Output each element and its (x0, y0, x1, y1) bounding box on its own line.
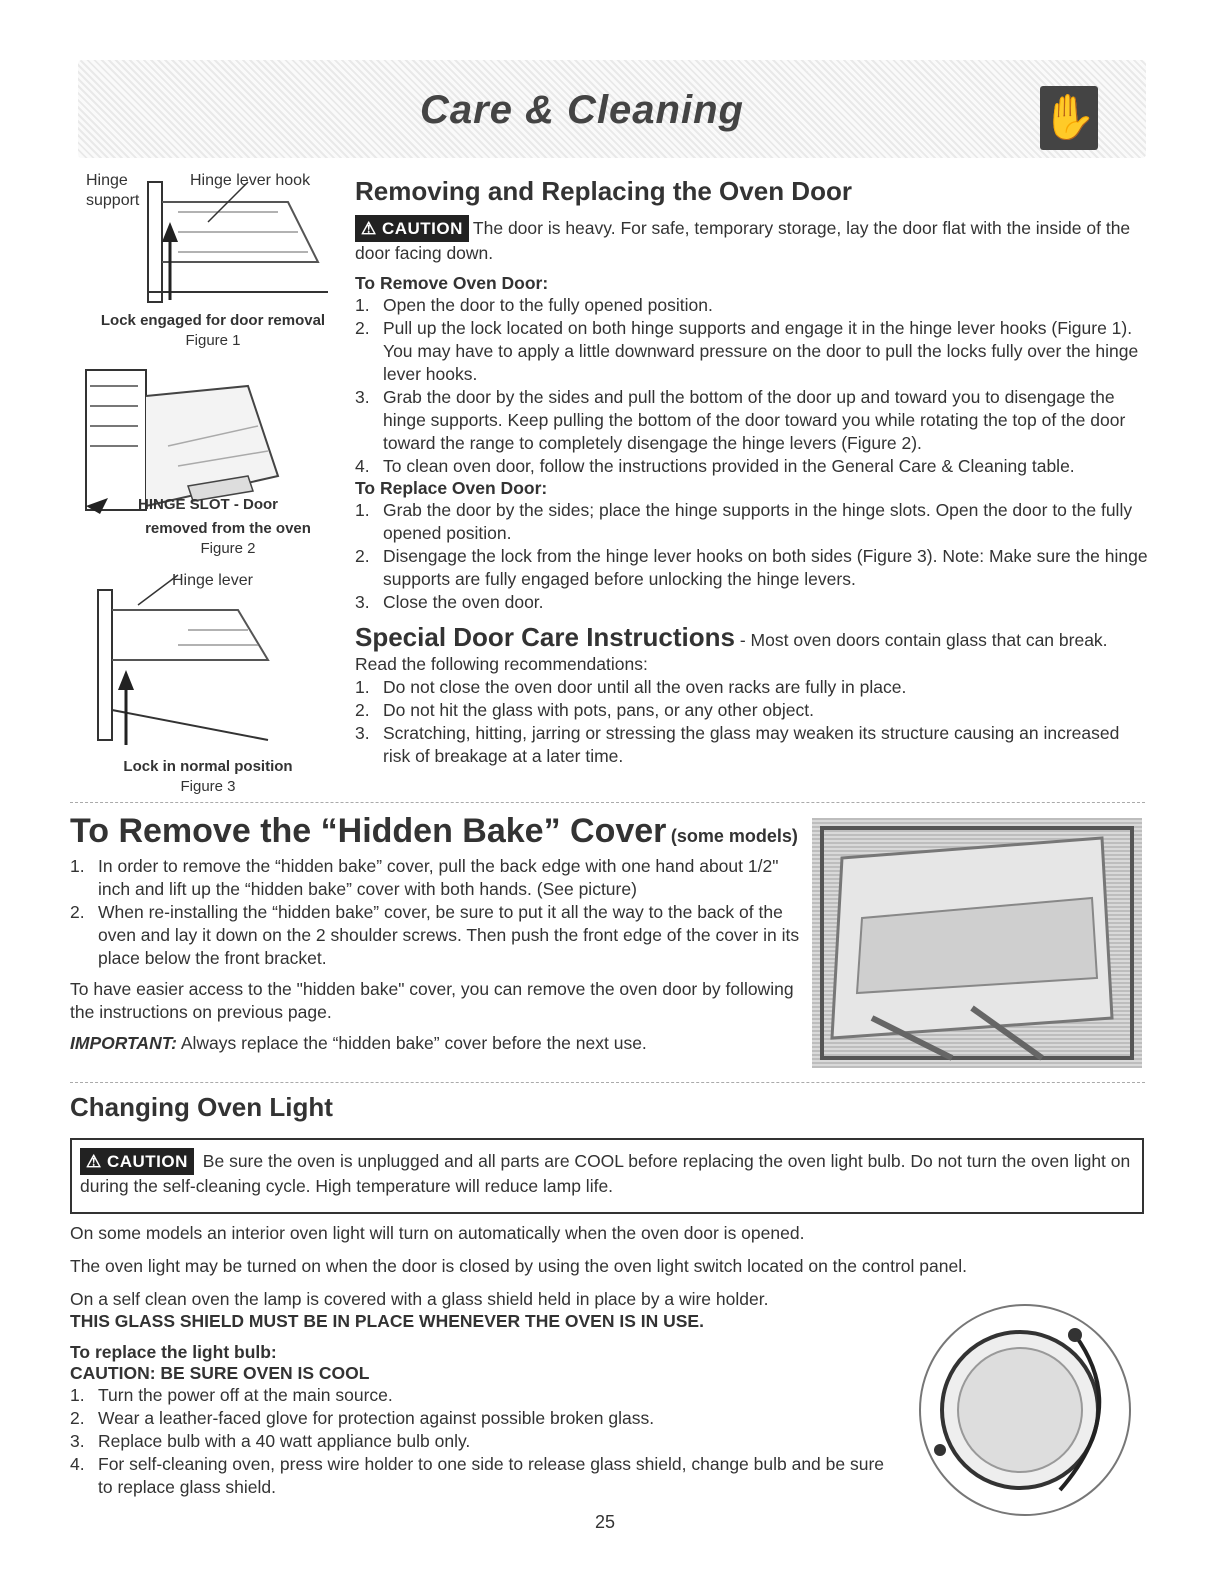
special-care-intro: Read the following recommendations: (355, 654, 648, 674)
list-item: 2. When re-installing the “hidden bake” cover, be sure to put it all the way to the back of the oven and lay it down on the 2 shoulder screws. Then push the front edge of the cover in its place below the front bracket. (70, 902, 800, 968)
list-item: 1. Do not close the oven door until all the oven racks are fully in place. (355, 677, 907, 697)
list-item: 1. Grab the door by the sides; place the hinge supports in the hinge slots. Open the door to the fully opened position. (355, 500, 1133, 543)
list-item: 2. Do not hit the glass with pots, pans, or any other object. (355, 700, 814, 720)
oven-interior-illustration (812, 818, 1142, 1068)
special-care-lead: - Most oven doors contain glass that can break. (734, 630, 1108, 650)
oven-light-caution-text: Be sure the oven is unplugged and all parts are COOL before replacing the oven light bulb. Do not turn the oven light on during the self-cleaning cycle. High temperature will reduce lamp life. (80, 1151, 1131, 1196)
list-item: 3. Close the oven door. (355, 592, 544, 612)
remove-door-heading: To Remove Oven Door: (355, 273, 549, 293)
list-item: 1. Open the door to the fully opened position. (355, 295, 713, 315)
fig1-label-lever: Hinge lever hook (190, 172, 311, 189)
glass-shield-illustration (915, 1290, 1145, 1530)
hidden-bake-photo (812, 818, 1142, 1068)
oven-light-caution-box (70, 1138, 1144, 1214)
fig2-name: Figure 2 (200, 540, 256, 557)
hidden-bake-section (70, 812, 810, 1055)
fig3-name: Figure 3 (180, 778, 236, 795)
page-number: 25 (595, 1512, 616, 1532)
replace-bulb-caution: CAUTION: BE SURE OVEN IS COOL (70, 1363, 370, 1383)
removing-door-section (355, 176, 1150, 768)
replace-bulb-heading: To replace the light bulb: (70, 1342, 277, 1362)
caution-badge: ⚠ CAUTION (355, 215, 469, 242)
oven-light-p3-bold: THIS GLASS SHIELD MUST BE IN PLACE WHENEVER THE OVEN IS IN USE. (70, 1311, 704, 1331)
section-title-hidden-bake: To Remove the “Hidden Bake” Cover (70, 812, 667, 850)
page-title: Care & Cleaning (420, 88, 744, 132)
fig1-label-hinge: Hinge (86, 172, 128, 189)
list-item: 1. In order to remove the “hidden bake” cover, pull the back edge with one hand about 1/2" inch and lift up the “hidden bake” cover with both hands. (See picture) (70, 856, 779, 899)
list-item: 2. Pull up the lock located on both hinge supports and engage it in the hinge lever hooks (Figure 1). You may have to apply a little downward pressure on the door to pull the locks fully over the hinge lever hooks. (355, 318, 1139, 384)
hinge-normal-illustration (78, 570, 348, 750)
glove-cleaning-icon: ✋ (1040, 86, 1098, 150)
oven-light-p1: On some models an interior oven light will turn on automatically when the oven door is opened. (70, 1223, 805, 1243)
replace-bulb-steps (70, 1384, 890, 1499)
list-item: 3. Replace bulb with a 40 watt appliance bulb only. (70, 1431, 471, 1451)
section-title-removing-door: Removing and Replacing the Oven Door (355, 176, 852, 206)
caution-badge: ⚠ CAUTION (80, 1148, 194, 1175)
light-shield-icon (915, 1290, 1145, 1530)
list-item: 4. To clean oven door, follow the instructions provided in the General Care & Cleaning table. (355, 456, 1075, 476)
hidden-bake-steps (70, 855, 810, 970)
list-item: 2. Disengage the lock from the hinge lever hooks on both sides (Figure 3). Note: Make sure the hinge supports are fully engaged before unlocking the hinge levers. (355, 546, 1148, 589)
door-caution-text: The door is heavy. For safe, temporary storage, lay the door flat with the inside of the door facing down. (355, 218, 1131, 263)
fig2-label-slot: HINGE SLOT - Door (138, 496, 278, 513)
figure-2 (78, 366, 348, 566)
fig3-caption: Lock in normal position (123, 758, 293, 775)
replace-door-steps (355, 499, 1150, 614)
list-item: 2. Wear a leather-faced glove for protection against possible broken glass. (70, 1408, 655, 1428)
hinge-slot-illustration (78, 366, 348, 516)
section-title-oven-light: Changing Oven Light (70, 1092, 333, 1122)
figure-3 (78, 570, 348, 800)
special-care-heading-line (355, 622, 1150, 653)
list-item: 4. For self-cleaning oven, press wire holder to one side to release glass shield, change bulb and be sure to replace glass shield. (70, 1454, 885, 1497)
list-item: 3. Grab the door by the sides and pull the bottom of the door up and toward you to disengage the hinge supports. Keep pulling the bottom of the door toward you while rotating the top of the door toward the range to completely disengage the hinge levers (Figure 2). (355, 387, 1126, 453)
remove-door-steps (355, 294, 1150, 478)
oven-light-p2: The oven light may be turned on when the door is closed by using the oven light switch located on the control panel. (70, 1256, 967, 1276)
list-item: 1. Turn the power off at the main source. (70, 1385, 393, 1405)
special-care-steps (355, 676, 1150, 768)
fig3-label-lever: Hinge lever (172, 572, 253, 589)
hidden-bake-important: IMPORTANT: Always replace the “hidden bake” cover before the next use. (70, 1033, 647, 1053)
section-title-special-care: Special Door Care Instructions (355, 622, 735, 652)
oven-light-p3: On a self clean oven the lamp is covered with a glass shield held in place by a wire holder. (70, 1289, 769, 1309)
divider (70, 1082, 1145, 1083)
figure-1 (78, 172, 348, 352)
hidden-bake-para: To have easier access to the "hidden bake" cover, you can remove the oven door by following the instructions on previous page. (70, 979, 794, 1022)
fig1-caption: Lock engaged for door removal (100, 312, 326, 329)
list-item: 3. Scratching, hitting, jarring or stressing the glass may weaken its structure causing an increased risk of breakage at a later time. (355, 723, 1120, 766)
fig2-caption: removed from the oven (145, 520, 311, 537)
door-caution-paragraph (355, 215, 1150, 265)
oven-light-caution-paragraph (72, 1140, 1142, 1206)
fig1-label-support: support (86, 192, 140, 209)
divider (70, 802, 1145, 803)
hidden-bake-heading-line (70, 812, 810, 851)
replace-door-heading: To Replace Oven Door: (355, 478, 548, 498)
fig1-name: Figure 1 (185, 332, 241, 349)
hidden-bake-suffix: (some models) (670, 826, 798, 846)
